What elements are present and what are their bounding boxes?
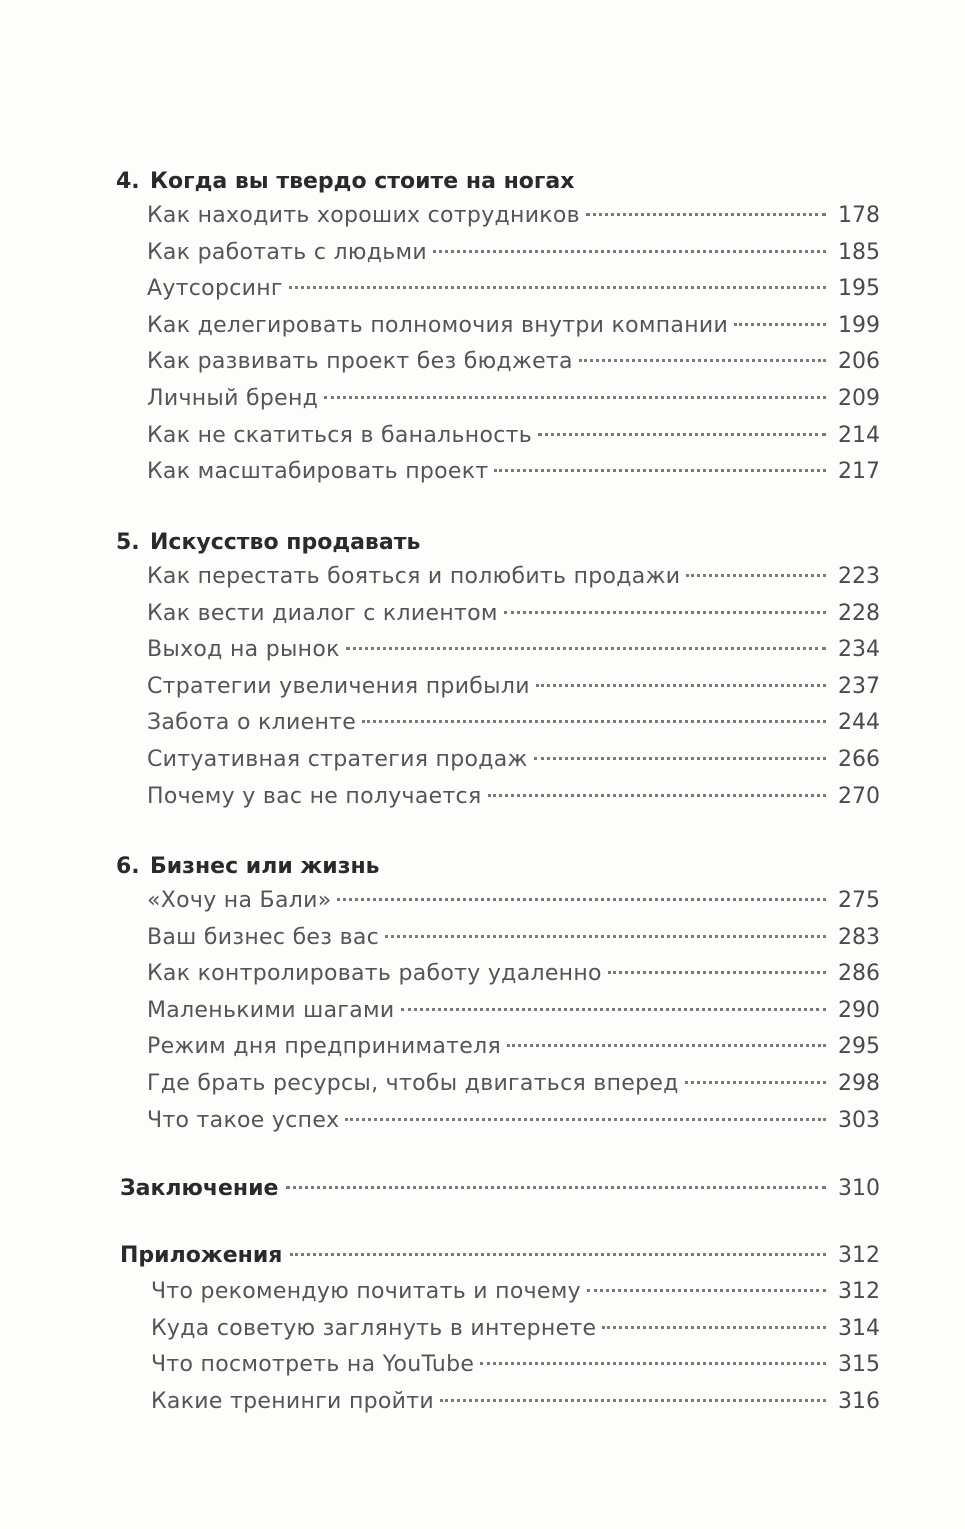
entry-page: 266 [838,746,880,772]
leader-dots [345,1118,826,1121]
toc-entry[interactable] [120,1347,880,1384]
entry-page: 228 [838,600,880,626]
entry-page: 244 [838,710,880,736]
entry-label: Выход на рынок [147,637,340,663]
entry-page: 275 [838,888,880,913]
entry-label: Личный бренд [147,385,319,411]
toc-entry[interactable] [116,344,880,381]
leader-dots [602,1326,826,1329]
appendix-entry[interactable] [120,1238,880,1274]
entry-label: Почему у вас не получается [147,783,482,809]
entry-page: 270 [838,783,880,809]
entry-label: Маленькими шагами [147,997,395,1023]
entry-label: «Хочу на Бали» [147,888,332,913]
chapter-name: Бизнес или жизнь [150,854,380,879]
leader-dots [686,574,826,577]
toc-entry[interactable] [116,1029,880,1066]
toc-entry[interactable] [116,883,880,920]
entry-page: 303 [838,1107,880,1133]
entry-page: 209 [838,385,880,411]
chapter-5 [116,527,880,815]
appendix-section [120,1238,880,1420]
leader-dots [346,647,826,650]
toc-entry[interactable] [116,669,880,706]
leader-dots [534,757,826,760]
chapter-title [116,166,880,198]
entry-label: Как делегировать полномочия внутри компании [147,312,729,338]
toc-entry[interactable] [116,1066,880,1103]
entry-label: Что такое успех [147,1107,340,1133]
conclusion-entry[interactable] [120,1171,880,1207]
chapter-title [116,527,880,559]
entry-label: Что рекомендую почитать и почему [151,1279,581,1304]
toc-entry[interactable] [116,632,880,669]
entry-label: Как работать с людьми [147,239,427,265]
leader-dots [289,286,826,289]
chapter-number: 4. [116,169,140,194]
leader-dots [440,1399,826,1402]
entry-page: 214 [838,422,880,448]
leader-dots [586,213,826,216]
leader-dots [337,898,826,901]
entry-label: Стратегии увеличения прибыли [147,673,530,699]
toc-entry[interactable] [116,454,880,491]
chapter-title [116,851,880,883]
appendix-label: Приложения [120,1243,283,1268]
toc-entry[interactable] [116,559,880,596]
entry-page: 195 [838,276,880,302]
leader-dots [587,1289,826,1292]
entry-page: 298 [838,1070,880,1096]
toc-entry[interactable] [116,956,880,993]
entry-label: Ваш бизнес без вас [147,924,380,950]
toc-entry[interactable] [120,1311,880,1348]
leader-dots [536,684,826,687]
chapter-name: Искусство продавать [150,530,421,555]
leader-dots [494,469,826,472]
leader-dots [608,971,826,974]
entry-page: 234 [838,637,880,663]
toc-entry[interactable] [116,742,880,779]
conclusion-page: 310 [838,1176,880,1201]
toc-entry[interactable] [116,418,880,455]
entry-label: Как развивать проект без бюджета [147,349,573,375]
leader-dots [538,433,826,436]
entry-label: Что посмотреть на YouTube [151,1352,475,1378]
entry-page: 223 [838,564,880,589]
leader-dots [734,323,826,326]
entry-label: Аутсорсинг [147,276,283,302]
chapter-number: 5. [116,530,140,555]
leader-dots [290,1253,826,1256]
leader-dots [579,359,826,362]
entry-label: Как перестать бояться и полюбить продажи [147,564,681,589]
entry-label: Как не скатиться в банальность [147,422,532,448]
toc-entry[interactable] [116,596,880,633]
entry-label: Куда советую заглянуть в интернете [151,1315,597,1341]
entry-label: Режим дня предпринимателя [147,1034,501,1060]
entry-page: 185 [838,239,880,265]
leader-dots [504,611,826,614]
entry-label: Забота о клиенте [147,710,357,736]
leader-dots [362,720,826,723]
chapter-name: Когда вы твердо стоите на ногах [150,169,575,194]
toc-entry[interactable] [120,1274,880,1311]
entry-page: 316 [838,1388,880,1414]
toc-entry[interactable] [116,779,880,816]
entry-page: 178 [838,203,880,228]
leader-dots [480,1362,826,1365]
entry-label: Ситуативная стратегия продаж [147,746,528,772]
entry-page: 199 [838,312,880,338]
toc-entry[interactable] [116,993,880,1030]
entry-page: 314 [838,1315,880,1341]
conclusion-label: Заключение [120,1176,279,1201]
leader-dots [433,250,826,253]
leader-dots [385,935,826,938]
entry-label: Как находить хороших сотрудников [147,203,580,228]
toc-entry[interactable] [116,1103,880,1140]
entry-label: Какие тренинги пройти [151,1388,434,1414]
entry-page: 286 [838,961,880,987]
entry-page: 206 [838,349,880,375]
toc-entry[interactable] [116,381,880,418]
entry-label: Как контролировать работу удаленно [147,961,602,987]
entry-page: 312 [838,1279,880,1304]
leader-dots [488,794,827,797]
toc-entry[interactable] [116,271,880,308]
leader-dots [507,1044,826,1047]
entry-page: 217 [838,459,880,485]
entry-page: 237 [838,673,880,699]
leader-dots [685,1081,826,1084]
chapter-number: 6. [116,854,140,879]
entry-label: Как масштабировать проект [147,459,489,485]
entry-page: 283 [838,924,880,950]
toc-entry[interactable] [116,308,880,345]
entry-page: 290 [838,997,880,1023]
toc-entry[interactable] [116,235,880,272]
chapter-6 [116,851,880,1139]
leader-dots [324,396,826,399]
chapter-4 [116,166,880,491]
appendix-page: 312 [838,1243,880,1268]
conclusion-section [120,1171,880,1207]
toc-entry[interactable] [120,1384,880,1421]
leader-dots [401,1008,826,1011]
toc-entry[interactable] [116,920,880,957]
entry-page: 315 [838,1352,880,1378]
entry-label: Где брать ресурсы, чтобы двигаться вперед [147,1070,679,1096]
entry-page: 295 [838,1034,880,1060]
toc-entry[interactable] [116,705,880,742]
toc-entry[interactable] [116,198,880,235]
entry-label: Как вести диалог с клиентом [147,600,498,626]
leader-dots [286,1186,826,1189]
